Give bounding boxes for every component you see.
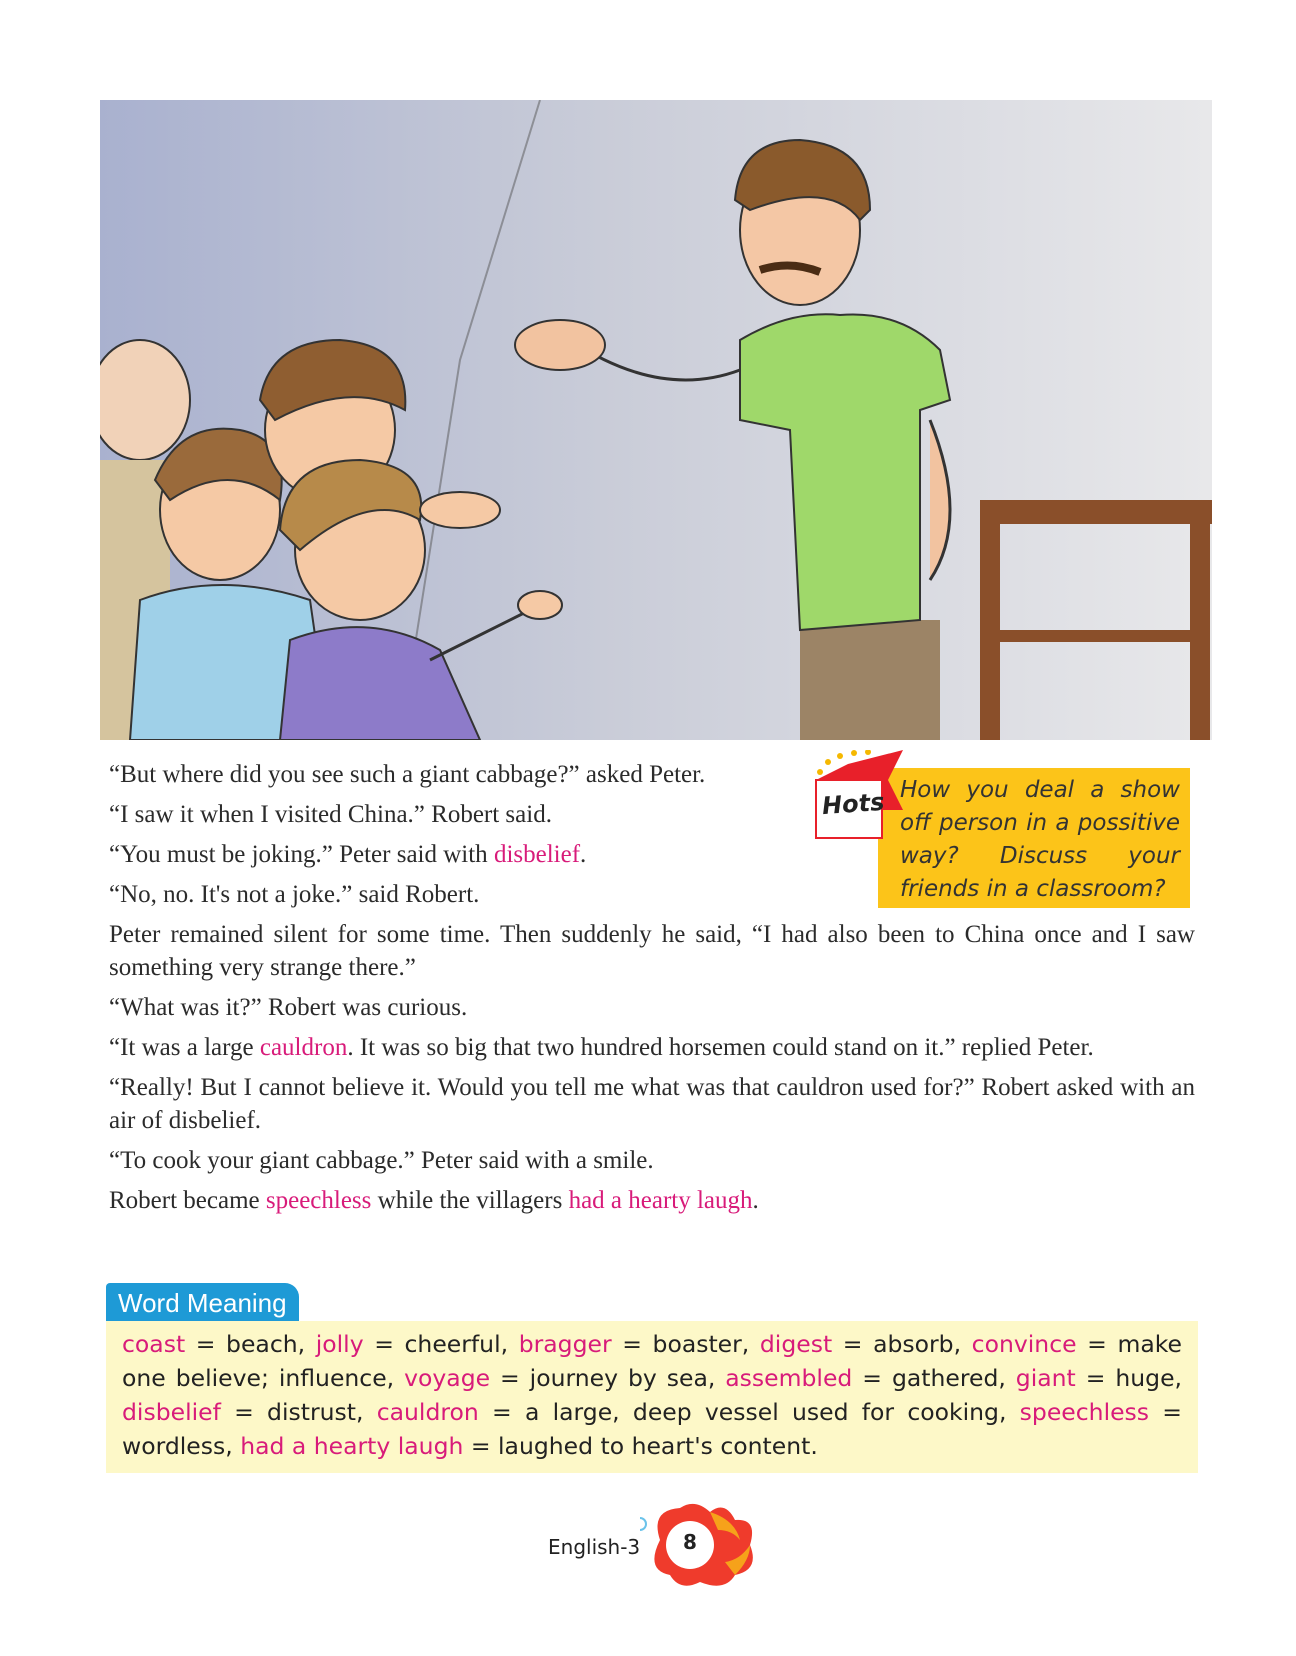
- glossary-meaning: = cheerful,: [363, 1330, 519, 1358]
- hots-question: How you deal a show off person in a possitive way? Discuss your friends in a classroom?: [878, 768, 1190, 908]
- highlight-word: cauldron: [259, 1034, 348, 1061]
- glossary-meaning: = beach,: [185, 1330, 316, 1358]
- glossary-meaning: = huge,: [1075, 1364, 1183, 1392]
- story-line: “No, no. It's not a joke.” said Robert.: [109, 881, 480, 908]
- highlight-word: had a hearty laugh: [568, 1187, 753, 1214]
- book-title: English-3: [548, 1535, 641, 1559]
- story-line: “You must be joking.” Peter said with disbelief.: [109, 841, 587, 868]
- glossary-meaning: = make one believe; influence,: [122, 1330, 1183, 1392]
- glossary-word: jolly: [315, 1330, 364, 1358]
- page-number: 8: [683, 1530, 697, 1554]
- glossary-meaning: = laughed to heart's content.: [463, 1432, 818, 1460]
- glossary-meaning: = gathered,: [852, 1364, 1016, 1392]
- glossary-word: convince: [971, 1330, 1077, 1358]
- glossary-word: giant: [1015, 1364, 1076, 1392]
- story-line: “It was a large cauldron. It was so big that two hundred horsemen could stand on it.” replied Peter.: [109, 1034, 1094, 1061]
- glossary-word: disbelief: [122, 1398, 221, 1426]
- glossary-meaning: = journey by sea,: [490, 1364, 726, 1392]
- story-line: “I saw it when I visited China.” Robert said.: [109, 801, 552, 828]
- glossary-meaning: = boaster,: [611, 1330, 760, 1358]
- story-illustration: [100, 100, 1212, 740]
- glossary-word: voyage: [404, 1364, 491, 1392]
- word-meaning-title: Word Meaning: [106, 1283, 299, 1323]
- story-line: “What was it?” Robert was curious.: [109, 994, 468, 1021]
- glossary-word: had a hearty laugh: [240, 1432, 464, 1460]
- glossary-word: coast: [122, 1330, 186, 1358]
- glossary-meaning: = a large, deep vessel used for cooking,: [478, 1398, 1020, 1426]
- glossary-word: cauldron: [376, 1398, 479, 1426]
- highlight-word: disbelief: [493, 841, 581, 868]
- glossary-meaning: = absorb,: [832, 1330, 972, 1358]
- hots-label: Hots: [821, 787, 886, 821]
- hots-callout: [808, 750, 1198, 912]
- story-line: “But where did you see such a giant cabbage?” asked Peter.: [109, 761, 706, 788]
- highlight-word: speechless: [265, 1187, 372, 1214]
- glossary-meaning: = wordless,: [122, 1398, 1182, 1460]
- glossary-word: assembled: [725, 1364, 853, 1392]
- word-meaning-list: [122, 1330, 1182, 1460]
- story-line: “Really! But I cannot believe it. Would you tell me what was that cauldron used for?” Robert asked with an air of disbelief.: [109, 1074, 1195, 1134]
- story-line: “To cook your giant cabbage.” Peter said with a smile.: [109, 1147, 654, 1174]
- word-meaning-box: [106, 1321, 1198, 1473]
- story-line: Robert became speechless while the villagers had a hearty laugh.: [109, 1187, 759, 1214]
- glossary-word: bragger: [518, 1330, 612, 1358]
- glossary-word: speechless: [1019, 1398, 1150, 1426]
- story-line: Peter remained silent for some time. Then suddenly he said, “I had also been to China once and I saw something very strange there.”: [109, 921, 1195, 981]
- glossary-meaning: = distrust,: [220, 1398, 377, 1426]
- glossary-word: digest: [759, 1330, 833, 1358]
